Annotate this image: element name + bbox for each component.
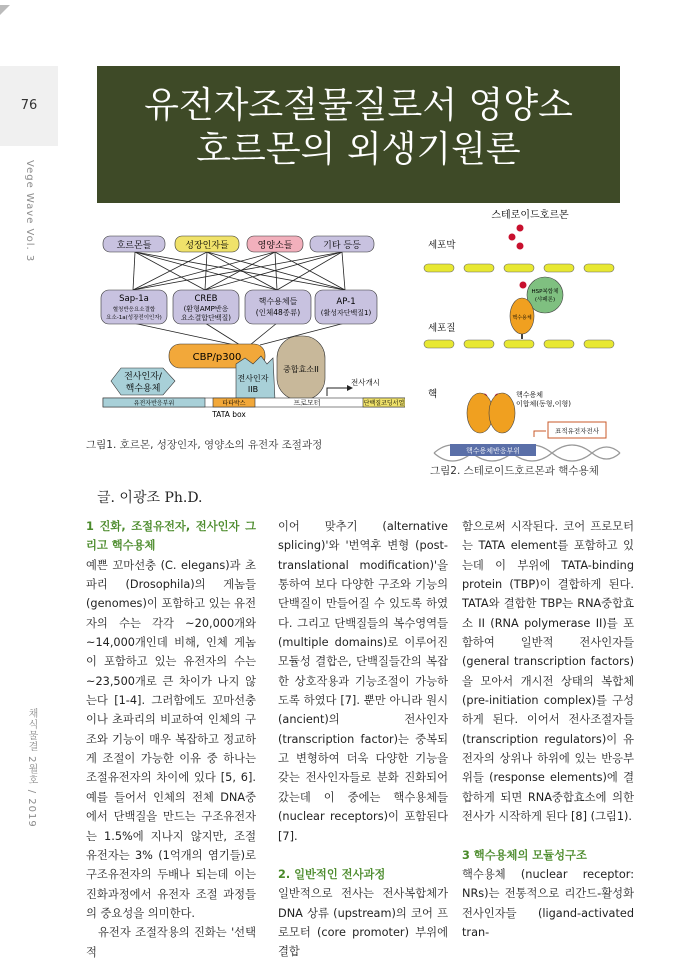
column-2	[278, 517, 448, 962]
page-number: 76	[20, 98, 38, 113]
activator-sap1a-sub2: 요소-1a(성장전이인자)	[106, 315, 162, 321]
activator-sap1a-title: Sap-1a	[119, 294, 149, 304]
tf-hexagon-line2: 핵수용체	[125, 384, 161, 394]
page-corner-mark	[0, 0, 10, 10]
column-1	[86, 517, 256, 962]
tfiib-line2: IIB	[247, 385, 259, 394]
journal-name-vertical: Vege Wave Vol. 3	[24, 160, 35, 263]
hormone-dot	[509, 234, 516, 241]
activator-creb-title: CREB	[194, 294, 218, 304]
section-2-heading: 2. 일반적인 전사과정	[278, 867, 386, 881]
title-line-2: 호르몬의 외생기원론	[196, 129, 521, 170]
activator-ap1-title: AP-1	[336, 297, 356, 307]
section-3-heading: 3 핵수용체의 모듈성구조	[462, 848, 587, 862]
hsp-label-1: HSP복합체	[531, 289, 559, 295]
dimer-right	[489, 393, 515, 433]
nucleus-label: 핵	[428, 389, 438, 400]
nuclear-membrane	[424, 340, 614, 348]
title-line-1: 유전자조절물질로서 영양소	[144, 85, 573, 126]
column-3	[462, 517, 634, 942]
hormone-dot	[517, 225, 524, 232]
tf-hexagon-line1: 전사인자/	[124, 372, 162, 382]
receptor-label: 핵수용체	[512, 315, 532, 321]
section-1-heading: 1 진화, 조절유전자, 전사인자 그리고 핵수용체	[86, 520, 256, 553]
target-gene-label: 표적유전자전사	[555, 427, 599, 435]
column-3-paragraph-2: 핵수용체 (nuclear receptor: NRs)는 전통적으로 리간드-활성화 전사인자들 (ligand-activated tran-	[462, 867, 634, 939]
input-nutrients: 영양소들	[257, 241, 293, 251]
activator-nr-sub1: (인체48종류)	[255, 308, 301, 317]
issue-vertical: 채식물결 2월호 / 2019	[26, 708, 37, 828]
column-1-paragraph-2: 유전자 조절작용의 진화는 '선택적	[86, 926, 256, 959]
hormone-dot	[517, 243, 524, 250]
column-1-paragraph-1: 예쁜 꼬마선충 (C. elegans)과 초파리 (Drosophila)의 게놈들 (genomes)이 포함하고 있는 유전자의 수는 각각 ~20,000개와 ~14,000개인데 비해, 인체 게놈이 포함하고 있는 유전자의 수는 ~23,500개로 큰 차이가 나지 않는다 [1-4]. 그러함에도 꼬마선충이나 초파리의 비교하여 인체의 구조와 기능이 매우 복잡하고 정교하게 조절이 가능한 이유 중 하나는 조절유전자의 차이에 있다 [5, 6]. 예를 들어서 인체의 전체 DNA중에서 단백질을 만드는 구조유전자는 1.5%에 지나지 않지만, 조절 유전자는 3% (1억개의 염기들)로 구조유전자의 두배나 되는데 이는 진화과정에서 유전자 조절 과정들의 중요성을 의미한다.	[86, 558, 256, 920]
target-arrow	[534, 431, 546, 437]
polymerase-label: 중합효소II	[283, 365, 319, 374]
hormone-dot	[520, 282, 527, 289]
column-2-paragraph-2: 일반적으로 전사는 전사복합체가 DNA 상류 (upstream)의 코어 프로모터 (core promoter) 부위에 결합	[278, 887, 448, 959]
dna-seg-response: 유전자반응부위	[133, 400, 175, 407]
input-hormones: 호르몬들	[116, 241, 152, 251]
steroid-hormone-label: 스테로이드호르몬	[491, 210, 569, 221]
cell-membrane	[424, 264, 614, 272]
figure-2-caption: 그림2. 스테로이드호르몬과 핵수용체	[430, 465, 599, 477]
activator-creb-sub1: (환형AMP반응	[183, 305, 229, 313]
input-boxes	[103, 236, 374, 252]
tata-box-label: TATA box	[212, 410, 246, 419]
membrane-label: 세포막	[428, 240, 456, 251]
input-growth-factors: 성장인자들	[185, 241, 229, 251]
activator-ap1-sub1: (활성자단백질1)	[320, 309, 372, 317]
column-2-paragraph-1: 이어 맞추기 (alternative splicing)'와 '번역후 변형 (post-translational modification)'을 통하여 보다 다양한 구조와 기능의 단백질이 만들어질 수 있도록 하였다. 그리고 단백질들의 복수영역들 (multiple domains)로 이루어진 모듈성 결합은, 단백질들간의 복잡한 상호작용과 기능조절이 가능하도록 하였다 [7]. 뿐만 아니라 원시 (ancient)의 전사인자 (transcription factor)는 중복되고 변형하여 더욱 다양한 기능을 갖는 전사인자들로 분화 진화되어 갔는데 이 중에는 핵수용체들 (nuclear receptors)이 포함된다 [7].	[278, 520, 448, 843]
response-element-label: 핵수용체반응부위	[465, 447, 521, 455]
activator-sap1a-sub1: 혈청반응요소결합	[112, 307, 156, 313]
input-etc: 기타 등등	[323, 241, 361, 251]
transcription-arrow	[327, 388, 347, 396]
dimer-label-2: 이합체(동형,이형)	[516, 400, 572, 408]
author-line: 글. 이광조 Ph.D.	[97, 490, 203, 506]
cytoplasm-label: 세포질	[428, 323, 456, 334]
dna-seg-coding: 단백질코딩서열	[363, 400, 405, 407]
activator-nr-title: 핵수용체들	[258, 297, 298, 306]
transcription-start-label: 전사개시	[351, 378, 380, 387]
dna-seg-tata: 타타박스	[222, 400, 246, 407]
column-3-paragraph-1: 함으로써 시작된다. 코어 프로모터는 TATA element를 포함하고 있는데 이 부위에 TATA-binding protein (TBP)이 결합하게 된다. TATA와 결합한 TBP는 RNA중합효소 II (RNA polymerase II)를 포함하여 일반적 전사인자들 (general transcription factors)을 모아서 개시전 상태의 복합체 (pre-initiation complex)를 구성하게 된다. 이어서 전사조절자들 (transcription regulators)이 유전자의 상위나 하위에 있는 반응부위들 (response elements)에 결합하게 되면 RNA중합효소에 의한 전사가 시작하게 된다 [8] (그림1).	[462, 520, 634, 824]
cbp-p300-label: CBP/p300	[192, 352, 242, 363]
dimer-label-1: 핵수용체	[516, 391, 544, 399]
title-banner	[97, 66, 620, 203]
activator-creb-sub2: 요소결합단백질)	[180, 314, 232, 322]
figure-1-caption: 그림1. 호르몬, 성장인자, 영양소의 유전자 조절과정	[86, 439, 323, 451]
figure-2-diagram	[422, 207, 622, 462]
activator-boxes	[101, 290, 377, 324]
hsp-label-2: (샤페론)	[534, 297, 556, 303]
tfiib-line1: 전사인자	[237, 374, 269, 383]
dna-seg-promoter: 프로모터	[293, 399, 321, 407]
figure-1-diagram	[95, 228, 405, 428]
